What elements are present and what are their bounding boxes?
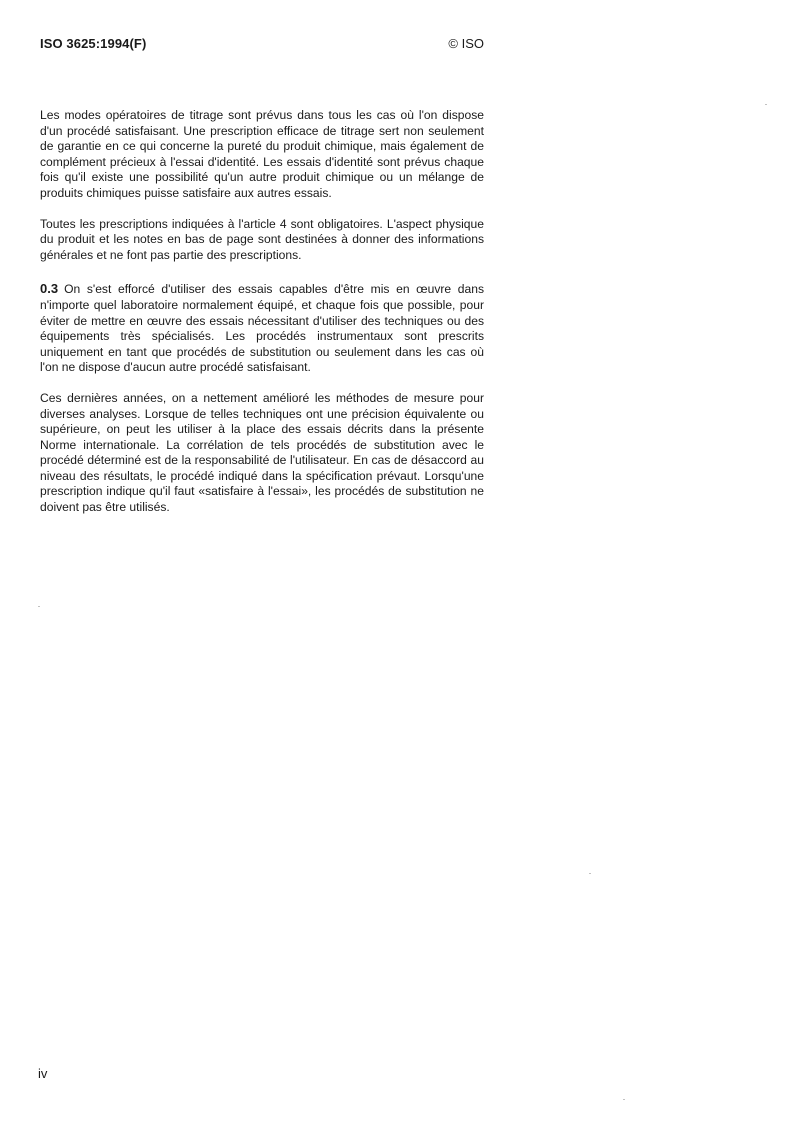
page-number: iv: [38, 1066, 48, 1081]
paragraph-section-0-3: [40, 281, 484, 376]
page-header: [40, 36, 484, 54]
body-text: [40, 108, 484, 531]
section-text: On s'est efforcé d'utiliser des essais capables d'être mis en œuvre dans n'importe quel laboratoire normalement équipé, et chaque fois que possible, pour éviter de mettre en œuvre des essais nécessitant d'utiliser des techniques ou des équipements très spécialisés. Les procédés instrumentaux sont prescrits uniquement en tant que procédés de substitution ou seulement dans les cas où l'on ne dispose d'aucun autre procédé satisfaisant.: [40, 282, 484, 375]
scan-speck: [38, 606, 40, 607]
paragraph-requirements: Toutes les prescriptions indiquées à l'article 4 sont obligatoires. L'aspect physique du produit et les notes en bas de page sont destinées à donner des informations générales et ne font pas partie des prescriptions.: [40, 216, 484, 262]
scan-speck: [589, 873, 591, 874]
section-number: 0.3: [40, 281, 59, 297]
paragraph-alternative-methods: Ces dernières années, on a nettement amélioré les méthodes de mesure pour diverses analyses. Lorsque de telles techniques ont une précision équivalente ou supérieure, on peut les utiliser à la place des essais décrits dans la présente Norme internationale. La corrélation de tels procédés de substitution avec le procédé déterminé est de la responsabilité de l'utilisateur. En cas de désaccord au niveau des résultats, le procédé indiqué dans la spécification prévaut. Lorsqu'une prescription indique qu'il faut «satisfaire à l'essai», les procédés de substitution ne doivent pas être utilisés.: [40, 390, 484, 515]
document-identifier: ISO 3625:1994(F): [40, 36, 147, 51]
paragraph-titration: Les modes opératoires de titrage sont prévus dans tous les cas où l'on dispose d'un procédé satisfaisant. Une prescription efficace de titrage sert non seulement de garantie en ce qui concerne la pureté du produit chimique, mais également de complément précieux à l'essai d'identité. Les essais d'identité sont prévus chaque fois qu'il existe une possibilité qu'un autre produit chimique ou un mélange de produits chimiques puisse satisfaire aux autres essais.: [40, 108, 484, 200]
scan-speck: [623, 1099, 625, 1100]
copyright-notice: © ISO: [448, 36, 484, 51]
scan-speck: [765, 104, 767, 105]
